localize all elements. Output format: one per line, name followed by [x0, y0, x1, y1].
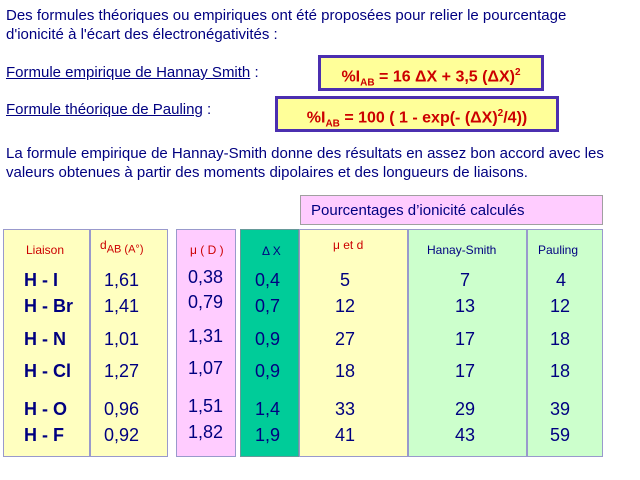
row-mu: 1,07 [188, 358, 224, 378]
header-mu: μ ( D ) [190, 243, 224, 257]
row-liaison: H - Br [24, 296, 73, 316]
header-liaison: Liaison [26, 243, 65, 257]
header-d-prefix: d [100, 238, 107, 252]
pauling-formula-prefix: %I [306, 109, 326, 127]
pauling-label-text: Formule théorique de Pauling [6, 101, 203, 118]
pauling-formula-end: /4)) [503, 109, 528, 127]
row-dx: 0,4 [255, 270, 281, 290]
row-dx: 1,9 [255, 425, 281, 445]
row-mu: 1,82 [188, 422, 224, 442]
row-hanay-smith: 17 [455, 329, 476, 349]
hannay-colon: : [250, 64, 259, 81]
row-liaison: H - F [24, 425, 64, 445]
row-d: 0,96 [104, 399, 140, 419]
header-mu-d: μ et d [333, 238, 364, 252]
row-hanay-smith: 17 [455, 361, 476, 381]
hannay-formula-prefix: %I [341, 68, 361, 86]
hannay-label [6, 64, 259, 81]
row-pauling: 39 [550, 399, 571, 419]
row-d: 0,92 [104, 425, 140, 445]
pauling-formula-sub: AB [325, 118, 340, 130]
row-mu: 1,51 [188, 396, 224, 416]
row-hanay-smith: 43 [455, 425, 476, 445]
row-mu: 0,38 [188, 267, 224, 287]
row-pauling: 18 [550, 361, 571, 381]
row-mu-d: 27 [335, 329, 356, 349]
header-d [100, 238, 143, 255]
ionicity-group-header: Pourcentages d’ionicité calculés [300, 195, 603, 225]
row-d: 1,41 [104, 296, 140, 316]
row-pauling: 4 [556, 270, 567, 290]
hannay-formula-box [318, 55, 544, 91]
row-liaison: H - I [24, 270, 58, 290]
pauling-formula-mid: = 100 ( 1 - exp(- (ΔX) [339, 109, 498, 127]
row-mu-d: 12 [335, 296, 356, 316]
row-d: 1,27 [104, 361, 140, 381]
row-liaison: H - O [24, 399, 67, 419]
row-dx: 0,9 [255, 361, 281, 381]
paragraph-text: La formule empirique de Hannay-Smith donne des résultats en assez bon accord avec les valeurs obtenues à partir des moments dipolaires et des longueurs de liaisons. [6, 145, 604, 181]
row-dx: 0,9 [255, 329, 281, 349]
hannay-formula-sub: AB [360, 77, 375, 89]
row-mu-d: 18 [335, 361, 356, 381]
pauling-formula-sup: 2 [497, 108, 504, 119]
row-mu-d: 5 [340, 270, 351, 290]
row-d: 1,61 [104, 270, 140, 290]
hannay-formula-mid: = 16 ΔX + 3,5 (ΔX) [374, 68, 515, 86]
row-liaison: H - N [24, 329, 66, 349]
row-mu: 0,79 [188, 292, 224, 312]
hannay-label-text: Formule empirique de Hannay Smith [6, 64, 251, 81]
header-hanay-smith: Hanay-Smith [427, 243, 497, 257]
row-dx: 0,7 [255, 296, 281, 316]
intro-text: Des formules théoriques ou empiriques ont été proposées pour relier le pourcentage d'ionicité à l'écart des électronégativités : [6, 7, 567, 43]
pauling-colon: : [202, 101, 212, 118]
row-pauling: 12 [550, 296, 571, 316]
row-liaison: H - Cl [24, 361, 71, 381]
row-mu-d: 33 [335, 399, 356, 419]
row-hanay-smith: 13 [455, 296, 476, 316]
header-d-sub: AB (A°) [106, 243, 144, 256]
hannay-formula-sup: 2 [514, 67, 521, 78]
row-d: 1,01 [104, 329, 140, 349]
row-mu-d: 41 [335, 425, 356, 445]
pauling-label [6, 101, 211, 118]
row-dx: 1,4 [255, 399, 281, 419]
header-dx: Δ X [262, 244, 281, 258]
row-hanay-smith: 7 [460, 270, 471, 290]
pauling-formula-box [275, 96, 559, 132]
header-pauling: Pauling [538, 243, 579, 257]
row-hanay-smith: 29 [455, 399, 476, 419]
row-mu: 1,31 [188, 326, 224, 346]
row-pauling: 18 [550, 329, 571, 349]
row-pauling: 59 [550, 425, 571, 445]
